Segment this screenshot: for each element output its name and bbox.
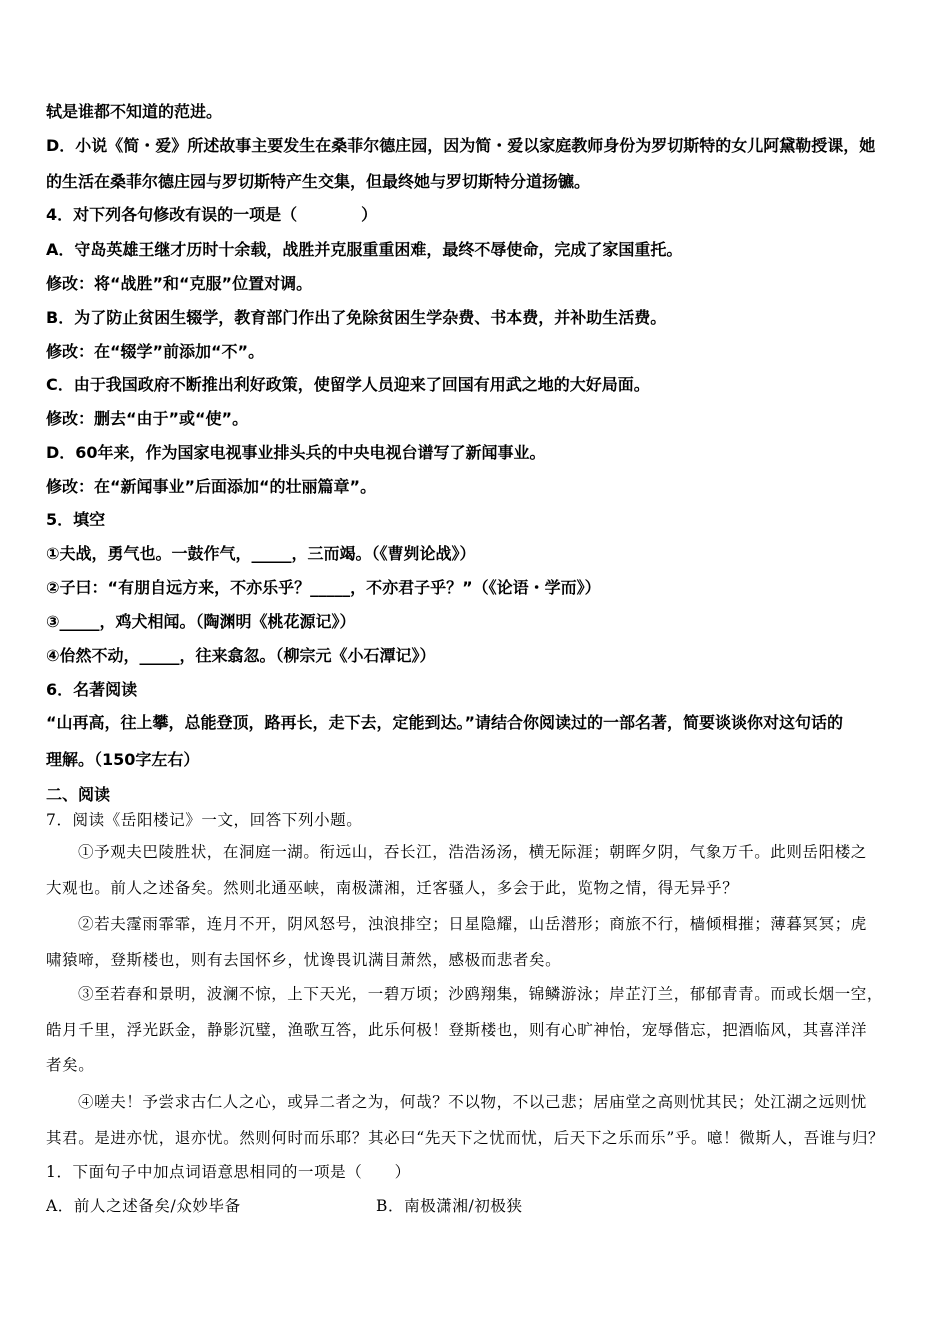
passage-line: ②若夫霪雨霏霏，连月不开，阴风怒号，浊浪排空；日星隐耀，山岳潜形；商旅不行，樯倾楫摧；薄暮冥冥；虎 xyxy=(78,915,867,933)
q5-title: 5．填空 xyxy=(46,510,106,529)
q5-item-3: ③_____，鸡犬相闻。（陶渊明《桃花源记》） xyxy=(46,612,356,631)
q4-option-b-fix: 修改：在“辍学”前添加“不”。 xyxy=(46,342,265,361)
q6-line-1: “山再高，往上攀，总能登顶，路再长，走下去，定能到达。”请结合你阅读过的一部名著，简要谈谈你对这句话的 xyxy=(46,713,844,732)
passage-line: ①予观夫巴陵胜状，在洞庭一湖。衔远山，吞长江，浩浩汤汤，横无际涯；朝晖夕阴，气象万千。此则岳阳楼之 xyxy=(78,843,867,861)
q5-item-1: ①夫战，勇气也。一鼓作气，_____，三而竭。（《曹刿论战》） xyxy=(46,544,476,563)
passage-line: 啸猿啼，登斯楼也，则有去国怀乡，忧谗畏讥满目萧然，感极而悲者矣。 xyxy=(46,951,562,969)
q4-option-c-fix: 修改：删去“由于”或“使”。 xyxy=(46,409,249,428)
q3-option-d-line2: 的生活在桑菲尔德庄园与罗切斯特产生交集，但最终她与罗切斯特分道扬镳。 xyxy=(46,172,591,191)
passage-line: 皓月千里，浮光跃金，静影沉璧，渔歌互答，此乐何极！登斯楼也，则有心旷神怡，宠辱偕忘，把酒临风，其喜洋洋 xyxy=(46,1021,868,1039)
q6-title: 6．名著阅读 xyxy=(46,680,138,699)
q4-option-a: A．守岛英雄王继才历时十余载，战胜并克服重重困难，最终不辱使命，完成了家国重托。 xyxy=(46,240,683,259)
q6-line-2: 理解。（150字左右） xyxy=(46,750,200,769)
q4-option-a-fix: 修改：将“战胜”和“克服”位置对调。 xyxy=(46,274,313,293)
q7-sub1-stem: 1．下面句子中加点词语意思相同的一项是（ ） xyxy=(46,1163,411,1181)
q5-item-4: ④佁然不动，_____，往来翕忽。（柳宗元《小石潭记》） xyxy=(46,646,436,665)
passage-line: 者矣。 xyxy=(46,1056,95,1074)
q3-tail-line: 轼是谁都不知道的范进。 xyxy=(46,102,223,121)
q3-option-d-line1: D．小说《简・爱》所述故事主要发生在桑菲尔德庄园，因为简・爱以家庭教师身份为罗切斯特的女儿阿黛勒授课，她 xyxy=(46,136,876,155)
passage-line: 其君。是进亦忧，退亦忧。然则何时而乐耶？其必曰“先天下之忧而忧，后天下之乐而乐”乎。噫！微斯人，吾谁与归？ xyxy=(46,1129,885,1147)
q5-item-2: ②子曰：“有朋自远方来，不亦乐乎？_____，不亦君子乎？”（《论语・学而》） xyxy=(46,578,601,597)
q7-sub1-option-b: B．南极潇湘/初极狭 xyxy=(376,1197,523,1215)
section-heading-reading: 二、阅读 xyxy=(46,785,111,804)
passage-line: ④嗟夫！予尝求古仁人之心，或异二者之为，何哉？不以物，不以己悲；居庙堂之高则忧其民；处江湖之远则忧 xyxy=(78,1093,867,1111)
q7-sub1-option-a: A．前人之述备矣/众妙毕备 xyxy=(46,1197,241,1215)
q4-option-d-fix: 修改：在“新闻事业”后面添加“的壮丽篇章”。 xyxy=(46,477,377,496)
q4-stem: 4．对下列各句修改有误的一项是（ ） xyxy=(46,205,378,224)
q4-option-d: D．60年来，作为国家电视事业排头兵的中央电视台谱写了新闻事业。 xyxy=(46,443,546,462)
passage-line: ③至若春和景明，波澜不惊，上下天光，一碧万顷；沙鸥翔集，锦鳞游泳；岸芷汀兰，郁郁青青。而或长烟一空， xyxy=(78,985,884,1003)
q4-option-b: B．为了防止贫困生辍学，教育部门作出了免除贫困生学杂费、书本费，并补助生活费。 xyxy=(46,308,667,327)
passage-line: 大观也。前人之述备矣。然则北通巫峡，南极潇湘，迁客骚人，多会于此，览物之情，得无异乎？ xyxy=(46,879,739,897)
q4-option-c: C．由于我国政府不断推出利好政策，使留学人员迎来了回国有用武之地的大好局面。 xyxy=(46,375,650,394)
q7-stem: 7．阅读《岳阳楼记》一文，回答下列小题。 xyxy=(46,811,363,829)
